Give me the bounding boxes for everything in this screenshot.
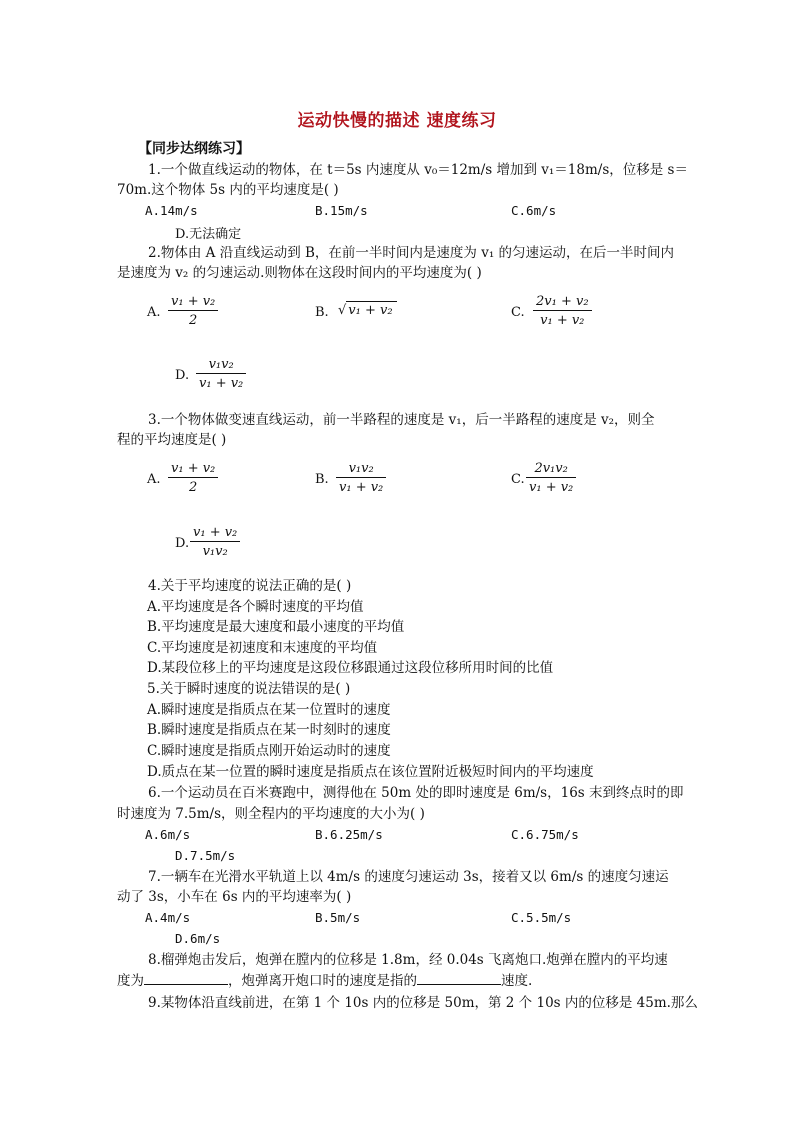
q3-b-numerator: v₁v₂ xyxy=(348,461,374,476)
q3-d-numerator: v₁ + v₂ xyxy=(193,525,238,540)
q3-option-d-fraction xyxy=(190,525,240,559)
q2-c-numerator: 2v₁ + v₂ xyxy=(536,294,589,309)
q3-stem-line2: 程的平均速度是( ) xyxy=(117,432,227,448)
q3-option-a-fraction xyxy=(168,461,218,495)
q2-option-a-label: A. xyxy=(147,305,161,320)
q3-c-denominator: v₁ + v₂ xyxy=(529,480,574,495)
q6-stem-line2: 时速度为 7.5m/s，则全程内的平均速度的大小为( ) xyxy=(117,806,425,822)
q3-option-b-label: B. xyxy=(315,472,329,487)
q7-option-d: D.6m/s xyxy=(175,931,221,946)
q5-option-b: B.瞬时速度是指质点在某一时刻时的速度 xyxy=(147,722,391,738)
q3-c-numerator: 2v₁v₂ xyxy=(534,461,568,476)
q8-answer-blank-2[interactable] xyxy=(417,970,501,985)
q7-option-a: A.4m/s xyxy=(145,910,191,925)
q2-option-b-sqrt xyxy=(338,303,397,318)
q2-option-d-fraction xyxy=(196,357,246,391)
q8-text-c: 速度. xyxy=(501,973,533,989)
q2-option-a-fraction xyxy=(168,294,218,328)
q2-a-denominator: 2 xyxy=(189,313,198,328)
q6-option-d: D.7.5m/s xyxy=(175,848,236,863)
q5-option-c: C.瞬时速度是指质点刚开始运动时的速度 xyxy=(147,743,391,759)
q8-answer-blank-1[interactable] xyxy=(144,970,228,985)
q2-b-radicand: v₁ + v₂ xyxy=(346,301,396,318)
q4-option-b: B.平均速度是最大速度和最小速度的平均值 xyxy=(147,619,405,635)
q6-option-b: B.6.25m/s xyxy=(315,827,383,842)
q4-option-d: D.某段位移上的平均速度是这段位移跟通过这段位移所用时间的比值 xyxy=(147,660,554,676)
q8-text-b: ，炮弹离开炮口时的速度是指的 xyxy=(228,973,417,989)
q6-stem-line1: 6.一个运动员在百米赛跑中，测得他在 50m 处的即时速度是 6m/s，16s 末到终点时的即 xyxy=(148,785,684,801)
q2-a-numerator: v₁ + v₂ xyxy=(171,294,216,309)
q7-option-b: B.5m/s xyxy=(315,910,361,925)
q3-b-denominator: v₁ + v₂ xyxy=(339,480,384,495)
q2-option-b-label: B. xyxy=(315,305,329,320)
q7-option-c: C.5.5m/s xyxy=(511,910,572,925)
q3-option-b-fraction xyxy=(336,461,386,495)
q3-stem-line1: 3.一个物体做变速直线运动，前一半路程的速度是 v₁，后一半路程的速度是 v₂，则全 xyxy=(148,412,655,428)
q3-option-c-label: C. xyxy=(511,472,525,487)
q1-option-a: A.14m/s xyxy=(145,203,198,218)
q2-option-d-label: D. xyxy=(175,368,190,383)
q3-option-d-label: D. xyxy=(175,536,190,551)
q1-option-d: D.无法确定 xyxy=(175,227,242,242)
q3-d-denominator: v₁v₂ xyxy=(202,544,228,559)
q1-stem-line2: 70m.这个物体 5s 内的平均速度是( ) xyxy=(117,182,339,198)
q8-stem-line1: 8.榴弹炮击发后，炮弹在膛内的位移是 1.8m，经 0.04s 飞离炮口.炮弹在膛内的平均速 xyxy=(148,952,668,968)
q7-stem-line2: 动了 3s，小车在 6s 内的平均速率为( ) xyxy=(117,889,352,905)
q5-stem: 5.关于瞬时速度的说法错误的是( ) xyxy=(147,681,351,697)
q2-option-c-label: C. xyxy=(511,305,525,320)
q3-a-denominator: 2 xyxy=(189,480,198,495)
q1-option-c: C.6m/s xyxy=(511,203,557,218)
q5-option-d: D.质点在某一位置的瞬时速度是指质点在该位置附近极短时间内的平均速度 xyxy=(147,764,594,780)
q9-stem-line1: 9.某物体沿直线前进，在第 1 个 10s 内的位移是 50m，第 2 个 10s 内的位移是 45m.那么 xyxy=(148,995,698,1011)
q2-stem-line2: 是速度为 v₂ 的匀速运动.则物体在这段时间内的平均速度为( ) xyxy=(117,265,482,281)
q2-c-denominator: v₁ + v₂ xyxy=(540,313,585,328)
q3-option-c-fraction xyxy=(526,461,576,495)
q4-option-c: C.平均速度是初速度和末速度的平均值 xyxy=(147,640,378,656)
q2-d-numerator: v₁v₂ xyxy=(208,357,234,372)
q2-d-denominator: v₁ + v₂ xyxy=(199,376,244,391)
q3-option-a-label: A. xyxy=(147,472,161,487)
q6-option-a: A.6m/s xyxy=(145,827,191,842)
sqrt-sign-icon: √ xyxy=(338,303,347,318)
page-title: 运动快慢的描述 速度练习 xyxy=(297,111,497,131)
q8-text-a: 度为 xyxy=(117,973,144,989)
q3-a-numerator: v₁ + v₂ xyxy=(171,461,216,476)
q8-stem-line2 xyxy=(117,970,682,991)
section-heading: 【同步达纲练习】 xyxy=(138,141,250,157)
q1-option-b: B.15m/s xyxy=(315,203,368,218)
q4-stem: 4.关于平均速度的说法正确的是( ) xyxy=(148,578,352,594)
q7-stem-line1: 7.一辆车在光滑水平轨道上以 4m/s 的速度匀速运动 3s，接着又以 6m/s 的速度匀速运 xyxy=(148,869,669,885)
q2-stem-line1: 2.物体由 A 沿直线运动到 B，在前一半时间内是速度为 v₁ 的匀速运动，在后一半时间内 xyxy=(148,245,675,261)
q2-option-c-fraction xyxy=(533,294,592,328)
q1-stem-line1: 1.一个做直线运动的物体，在 t＝5s 内速度从 v₀＝12m/s 增加到 v₁＝18m/s，位移是 s＝ xyxy=(148,162,688,178)
q6-option-c: C.6.75m/s xyxy=(511,827,579,842)
q5-option-a: A.瞬时速度是指质点在某一位置时的速度 xyxy=(147,702,391,718)
q4-option-a: A.平均速度是各个瞬时速度的平均值 xyxy=(147,599,364,615)
